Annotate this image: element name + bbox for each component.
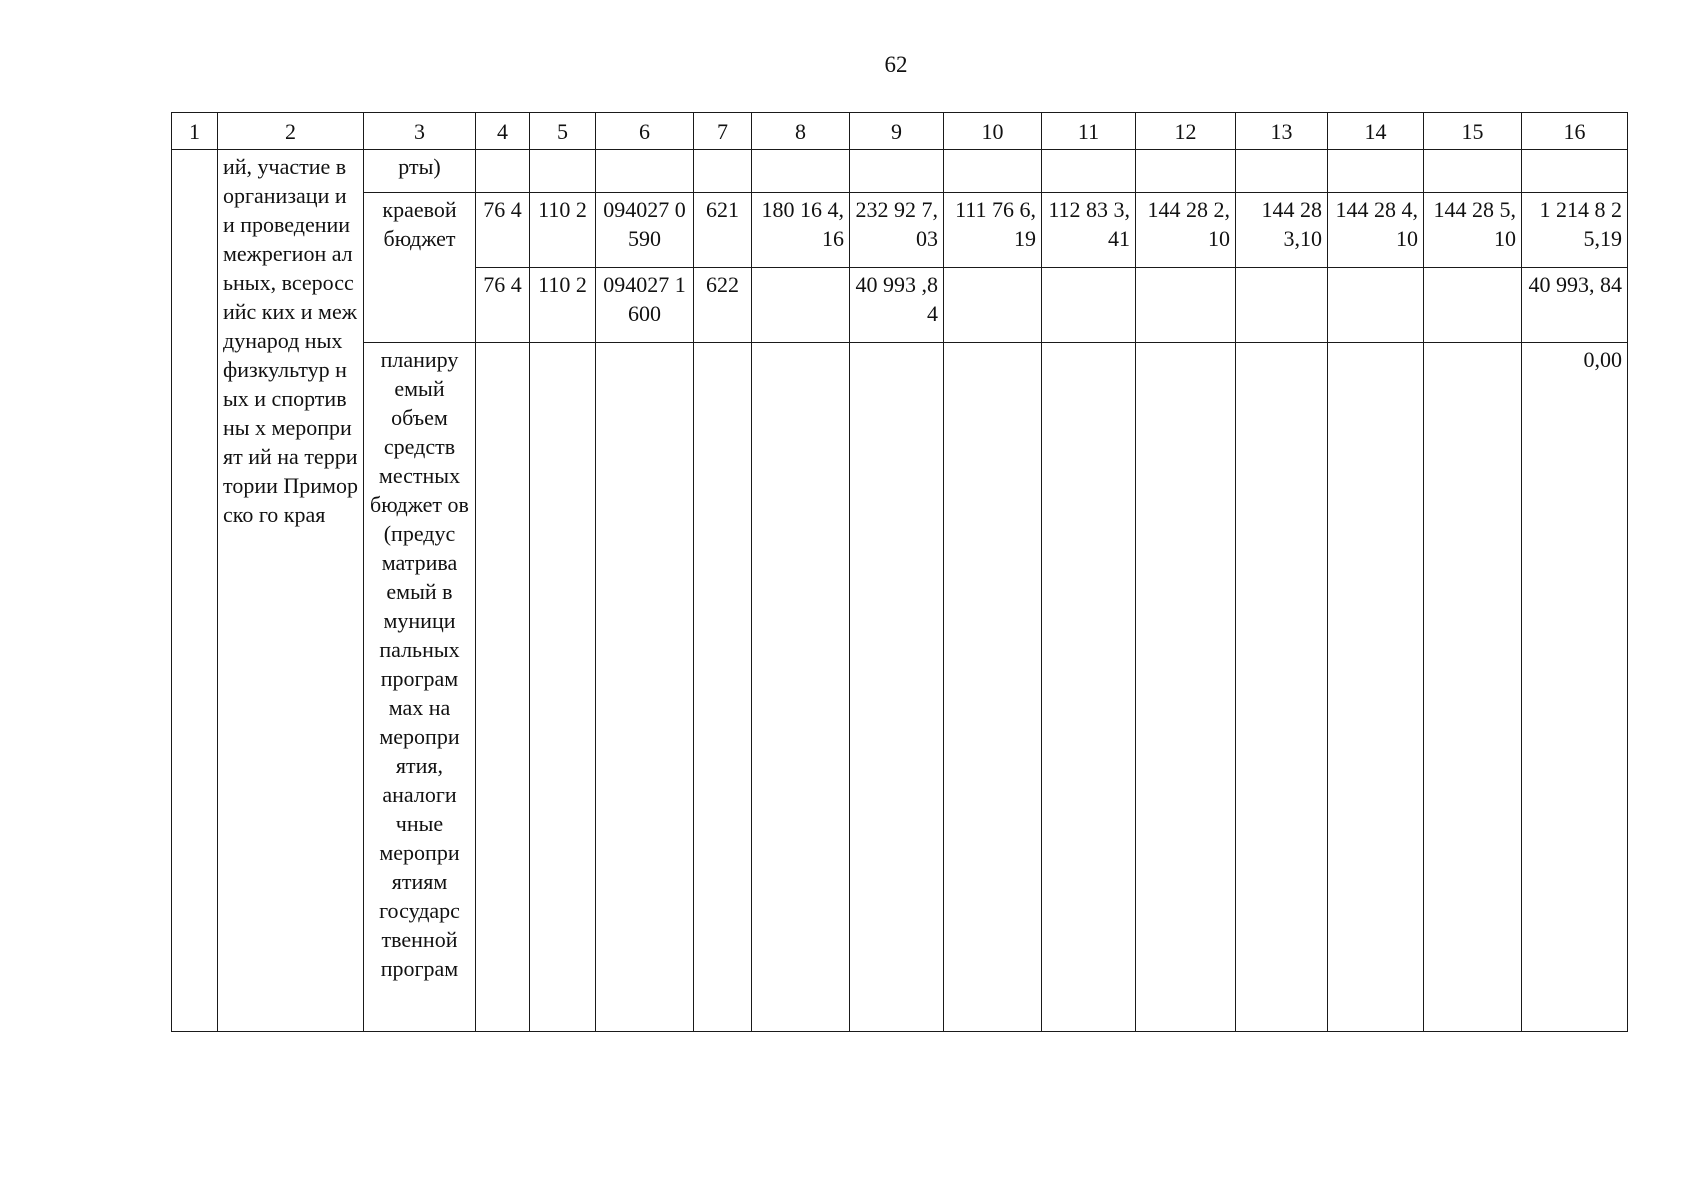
section-code-cell: 110 2 (530, 268, 596, 343)
grbs-code-cell: 76 4 (476, 193, 530, 268)
amount-cell-col10: 111 76 6,19 (944, 193, 1042, 268)
section-code-cell: 110 2 (530, 193, 596, 268)
expense-type-cell: 622 (694, 268, 752, 343)
source-regional-budget-cell: краевой бюджет (364, 193, 476, 343)
empty-cell (1522, 150, 1628, 193)
empty-cell (1136, 268, 1236, 343)
header-cell-4: 4 (476, 113, 530, 150)
empty-cell (1236, 268, 1328, 343)
empty-cell (530, 343, 596, 1032)
header-cell-8: 8 (752, 113, 850, 150)
empty-cell (1136, 343, 1236, 1032)
empty-cell (1236, 150, 1328, 193)
amount-cell-col14: 144 28 4,10 (1328, 193, 1424, 268)
budget-table (171, 112, 1628, 1032)
amount-total-cell: 40 993, 84 (1522, 268, 1628, 343)
empty-cell (530, 150, 596, 193)
empty-cell (850, 343, 944, 1032)
amount-cell-col12: 144 28 2,10 (1136, 193, 1236, 268)
page-number: 62 (884, 52, 908, 77)
amount-cell-col13: 144 28 3,10 (1236, 193, 1328, 268)
header-cell-11: 11 (1042, 113, 1136, 150)
header-cell-2: 2 (218, 113, 364, 150)
header-cell-7: 7 (694, 113, 752, 150)
empty-cell (476, 343, 530, 1032)
amount-cell-col9: 40 993 ,84 (850, 268, 944, 343)
empty-cell (1424, 150, 1522, 193)
amount-cell-col9: 232 92 7,03 (850, 193, 944, 268)
grbs-code-cell: 76 4 (476, 268, 530, 343)
empty-cell (1424, 268, 1522, 343)
empty-cell (1424, 343, 1522, 1032)
expense-type-cell: 621 (694, 193, 752, 268)
header-cell-9: 9 (850, 113, 944, 150)
amount-cell-col15: 144 28 5,10 (1424, 193, 1522, 268)
header-cell-16: 16 (1522, 113, 1628, 150)
empty-cell (694, 150, 752, 193)
col1-empty-cell (172, 150, 218, 1032)
empty-cell (752, 150, 850, 193)
target-article-cell: 094027 1600 (596, 268, 694, 343)
target-article-cell: 094027 0590 (596, 193, 694, 268)
empty-cell (1328, 150, 1424, 193)
header-cell-1: 1 (172, 113, 218, 150)
table-row (172, 343, 1628, 1032)
header-cell-15: 15 (1424, 113, 1522, 150)
header-cell-13: 13 (1236, 113, 1328, 150)
empty-cell (1042, 343, 1136, 1032)
header-cell-5: 5 (530, 113, 596, 150)
header-cell-14: 14 (1328, 113, 1424, 150)
event-name-cell: ий, участие в организаци и и проведении межрегион альных, всероссийс ких и международ ных физкультур ных и спортивны х мероприят ий на территории Приморско го края (218, 150, 364, 1032)
amount-cell-col8: 180 16 4,16 (752, 193, 850, 268)
empty-cell (694, 343, 752, 1032)
empty-cell (1328, 343, 1424, 1032)
empty-cell (1042, 150, 1136, 193)
empty-cell (944, 343, 1042, 1032)
empty-cell (1136, 150, 1236, 193)
source-local-budget-cell: планиру емый объем средств местных бюджет ов (предус матрива емый в муници пальных програм мах на меропри ятия, аналоги чные меропри ятиям государс твенной програм (364, 343, 476, 1032)
empty-cell (476, 150, 530, 193)
empty-cell (752, 268, 850, 343)
header-cell-3: 3 (364, 113, 476, 150)
empty-cell (596, 343, 694, 1032)
amount-total-cell: 1 214 8 25,19 (1522, 193, 1628, 268)
source-continued-cell: рты) (364, 150, 476, 193)
empty-cell (1328, 268, 1424, 343)
table-row (172, 193, 1628, 268)
header-cell-6: 6 (596, 113, 694, 150)
empty-cell (1042, 268, 1136, 343)
empty-cell (944, 150, 1042, 193)
empty-cell (944, 268, 1042, 343)
empty-cell (596, 150, 694, 193)
empty-cell (850, 150, 944, 193)
empty-cell (1236, 343, 1328, 1032)
empty-cell (752, 343, 850, 1032)
header-row (172, 113, 1628, 150)
header-cell-12: 12 (1136, 113, 1236, 150)
amount-cell-col11: 112 83 3,41 (1042, 193, 1136, 268)
header-cell-10: 10 (944, 113, 1042, 150)
amount-total-cell: 0,00 (1522, 343, 1628, 1032)
table-row (172, 150, 1628, 193)
